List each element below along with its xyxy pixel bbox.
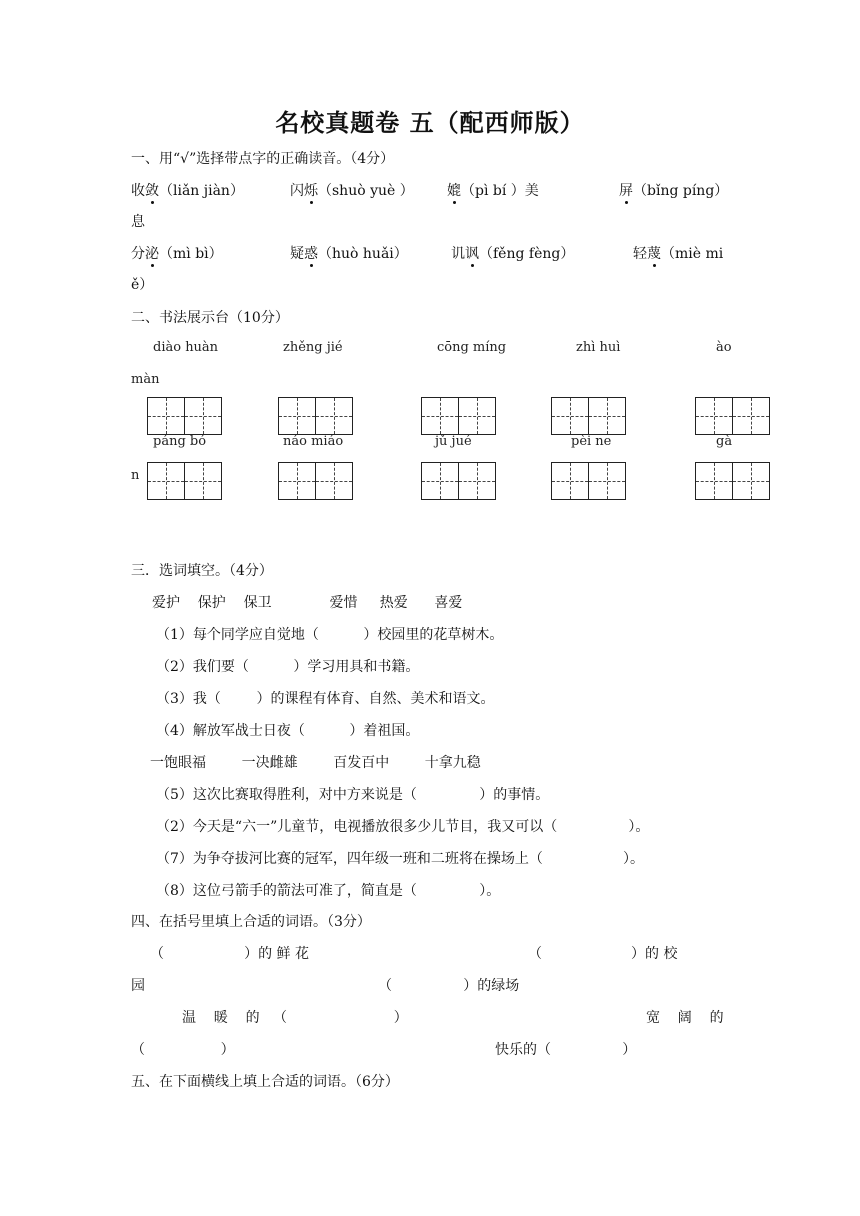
writing-grid[interactable] [421,397,496,435]
word-bank-2: 一饱眼福 一决雌雄 百发百中 十拿九稳 [150,755,481,771]
question-7: （7）为争夺拔河比赛的冠军，四年级一班和二班将在操场上（ ）。 [156,851,645,867]
fill-item-5: 宽 阔 的 [646,1010,724,1026]
pinyin-9: pèi ne [571,434,612,449]
fill-item-6: 快乐的（ ） [495,1042,637,1058]
question-6: （2）今天是“六一”儿童节，电视播放很多少儿节目，我又可以（ ）。 [156,819,650,835]
pinyin-5-wrap: màn [131,372,160,387]
section-4-heading: 四、在括号里填上合适的词语。（3分） [131,914,371,930]
word-bank-1: 爱护 保护 保卫 爱惜 热爱 喜爱 [152,595,463,611]
fill-item-4: 温 暖 的 （ ） [182,1010,408,1026]
writing-grid[interactable] [278,462,353,500]
fill-item-2-wrap: 园 [131,978,145,994]
s1-item-8: 轻蔑（miè mi [633,246,724,262]
pinyin-10-wrap: n [131,468,140,483]
s1-item-7: 讥讽（fěng fèng） [451,246,575,262]
page-title: 名校真题卷 五（配西师版） [275,108,585,137]
question-3: （3）我（ ）的课程有体育、自然、美术和语文。 [156,691,495,707]
pinyin-6: páng bó [153,434,207,449]
s1-item-2: 闪烁（shuò yuè ） [290,183,414,199]
writing-grid[interactable] [147,397,222,435]
question-2: （2）我们要（ ）学习用具和书籍。 [156,659,420,675]
fill-item-5-wrap: （ ） [131,1042,235,1058]
s1-item-5: 分泌（mì bì） [131,246,223,262]
question-8: （8）这位弓箭手的箭法可准了，简直是（ ）。 [156,883,501,899]
section-5-heading: 五、在下面横线上填上合适的词语。（6分） [131,1074,399,1090]
writing-grid[interactable] [695,462,770,500]
pinyin-10: gà [716,434,733,449]
writing-grid[interactable] [551,462,626,500]
s1-item-3: 媲（pì bí ）美 [447,183,539,199]
s1-item-4: 屏（bǐng píng） [619,183,729,199]
pinyin-5: ào [716,340,732,355]
s1-item-4-wrap: 息 [131,214,145,230]
section-3-heading: 三．选词填空。（4分） [131,563,273,579]
question-4: （4）解放军战士日夜（ ）着祖国。 [156,723,420,739]
pinyin-2: zhěng jié [283,340,343,355]
section-2-heading: 二、书法展示台（10分） [131,310,289,326]
fill-item-1: （ ）的 鲜 花 [150,946,310,962]
s1-item-1: 收敛（liǎn jiàn） [131,183,244,199]
pinyin-3: cōng míng [437,340,507,355]
pinyin-4: zhì huì [576,340,621,355]
question-1: （1）每个同学应自觉地（ ）校园里的花草树木。 [156,627,504,643]
pinyin-1: diào huàn [153,340,219,355]
s1-item-6: 疑惑（huò huǎi） [290,246,408,262]
writing-grid[interactable] [147,462,222,500]
pinyin-8: jǔ jué [435,434,472,449]
s1-item-8-wrap: ě） [131,277,154,293]
question-5: （5）这次比赛取得胜利，对中方来说是（ ）的事情。 [156,787,550,803]
section-1-heading: 一、用“√”选择带点字的正确读音。（4分） [131,151,395,167]
writing-grid[interactable] [551,397,626,435]
writing-grid[interactable] [695,397,770,435]
writing-grid[interactable] [421,462,496,500]
fill-item-2: （ ）的 校 [528,946,678,962]
pinyin-7: náo miáo [283,434,344,449]
writing-grid[interactable] [278,397,353,435]
fill-item-3: （ ）的绿场 [378,978,520,994]
